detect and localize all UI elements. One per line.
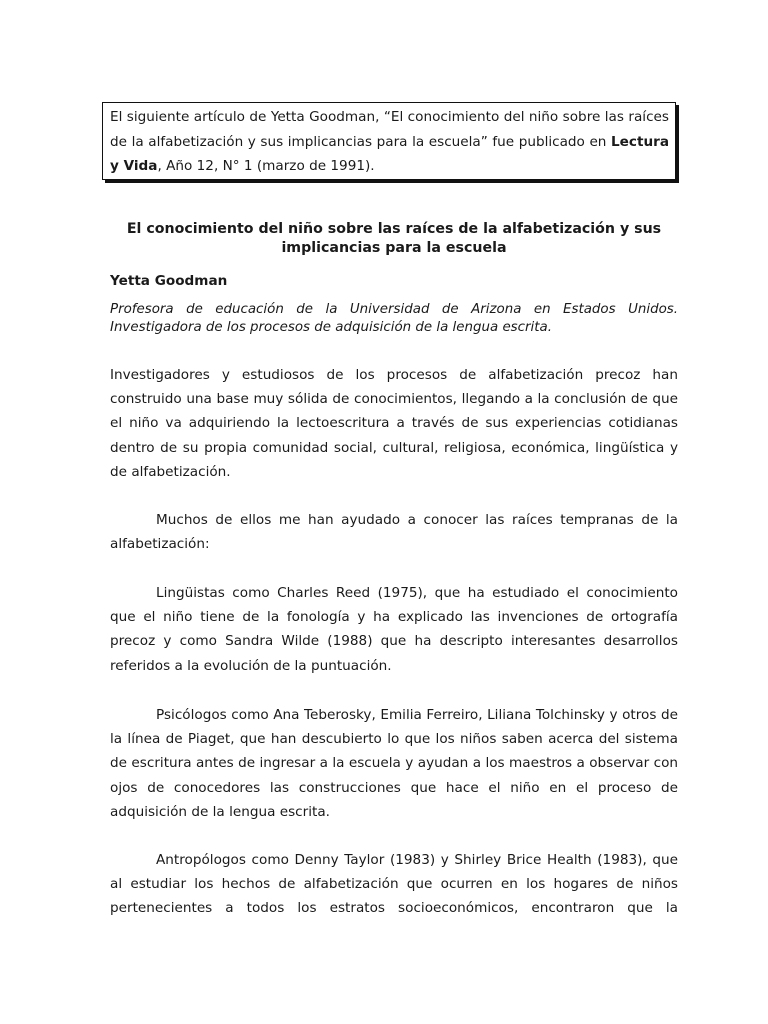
publication-notice-box	[102, 102, 676, 180]
article-title: El conocimiento del niño sobre las raíces de la alfabetización y sus implicancias para la escuela	[126, 221, 662, 256]
body-paragraph: Investigadores y estudiosos de los procesos de alfabetización precoz han construido una base muy sólida de conocimientos, llegando a la conclusión de que el niño va adquiriendo la lectoescritura a través de sus experiencias cotidianas dentro de su propia comunidad social, cultural, religiosa, económica, lingüística y de alfabetización.	[110, 367, 678, 480]
notice-issue: , Año 12, N° 1 (marzo de 1991).	[157, 158, 375, 174]
body-paragraph: Psicólogos como Ana Teberosky, Emilia Ferreiro, Liliana Tolchinsky y otros de la línea de Piaget, que han descubierto lo que los niños saben acerca del sistema de escritura antes de ingresar a la escuela y ayudan a los maestros a observar con ojos de conocedores las construcciones que hace el niño en el proceso de adquisición de la lengua escrita.	[110, 707, 678, 820]
body-paragraph: Muchos de ellos me han ayudado a conocer las raíces tempranas de la alfabetización:	[110, 512, 678, 553]
body-paragraph: Antropólogos como Denny Taylor (1983) y Shirley Brice Health (1983), que al estudiar los hechos de alfabetización que ocurren en los hogares de niños pertenecientes a todos los estratos socioeconómicos, encontraron que la	[110, 852, 678, 917]
author-affiliation: Profesora de educación de la Universidad de Arizona en Estados Unidos. Investigadora de los procesos de adquisición de la lengua escrita.	[110, 302, 678, 335]
notice-text: El siguiente artículo de Yetta Goodman, “El conocimiento del niño sobre las raíces de la alfabetización y sus implicancias para la escuela” fue publicado en	[110, 109, 669, 150]
article-author: Yetta Goodman	[110, 273, 228, 289]
body-paragraph: Lingüistas como Charles Reed (1975), que ha estudiado el conocimiento que el niño tiene de la fonología y ha explicado las invenciones de ortografía precoz y como Sandra Wilde (1988) que ha descripto interesantes desarrollos referidos a la evolución de la puntuación.	[110, 585, 678, 674]
journal-name: Lectura y Vida	[110, 133, 669, 174]
